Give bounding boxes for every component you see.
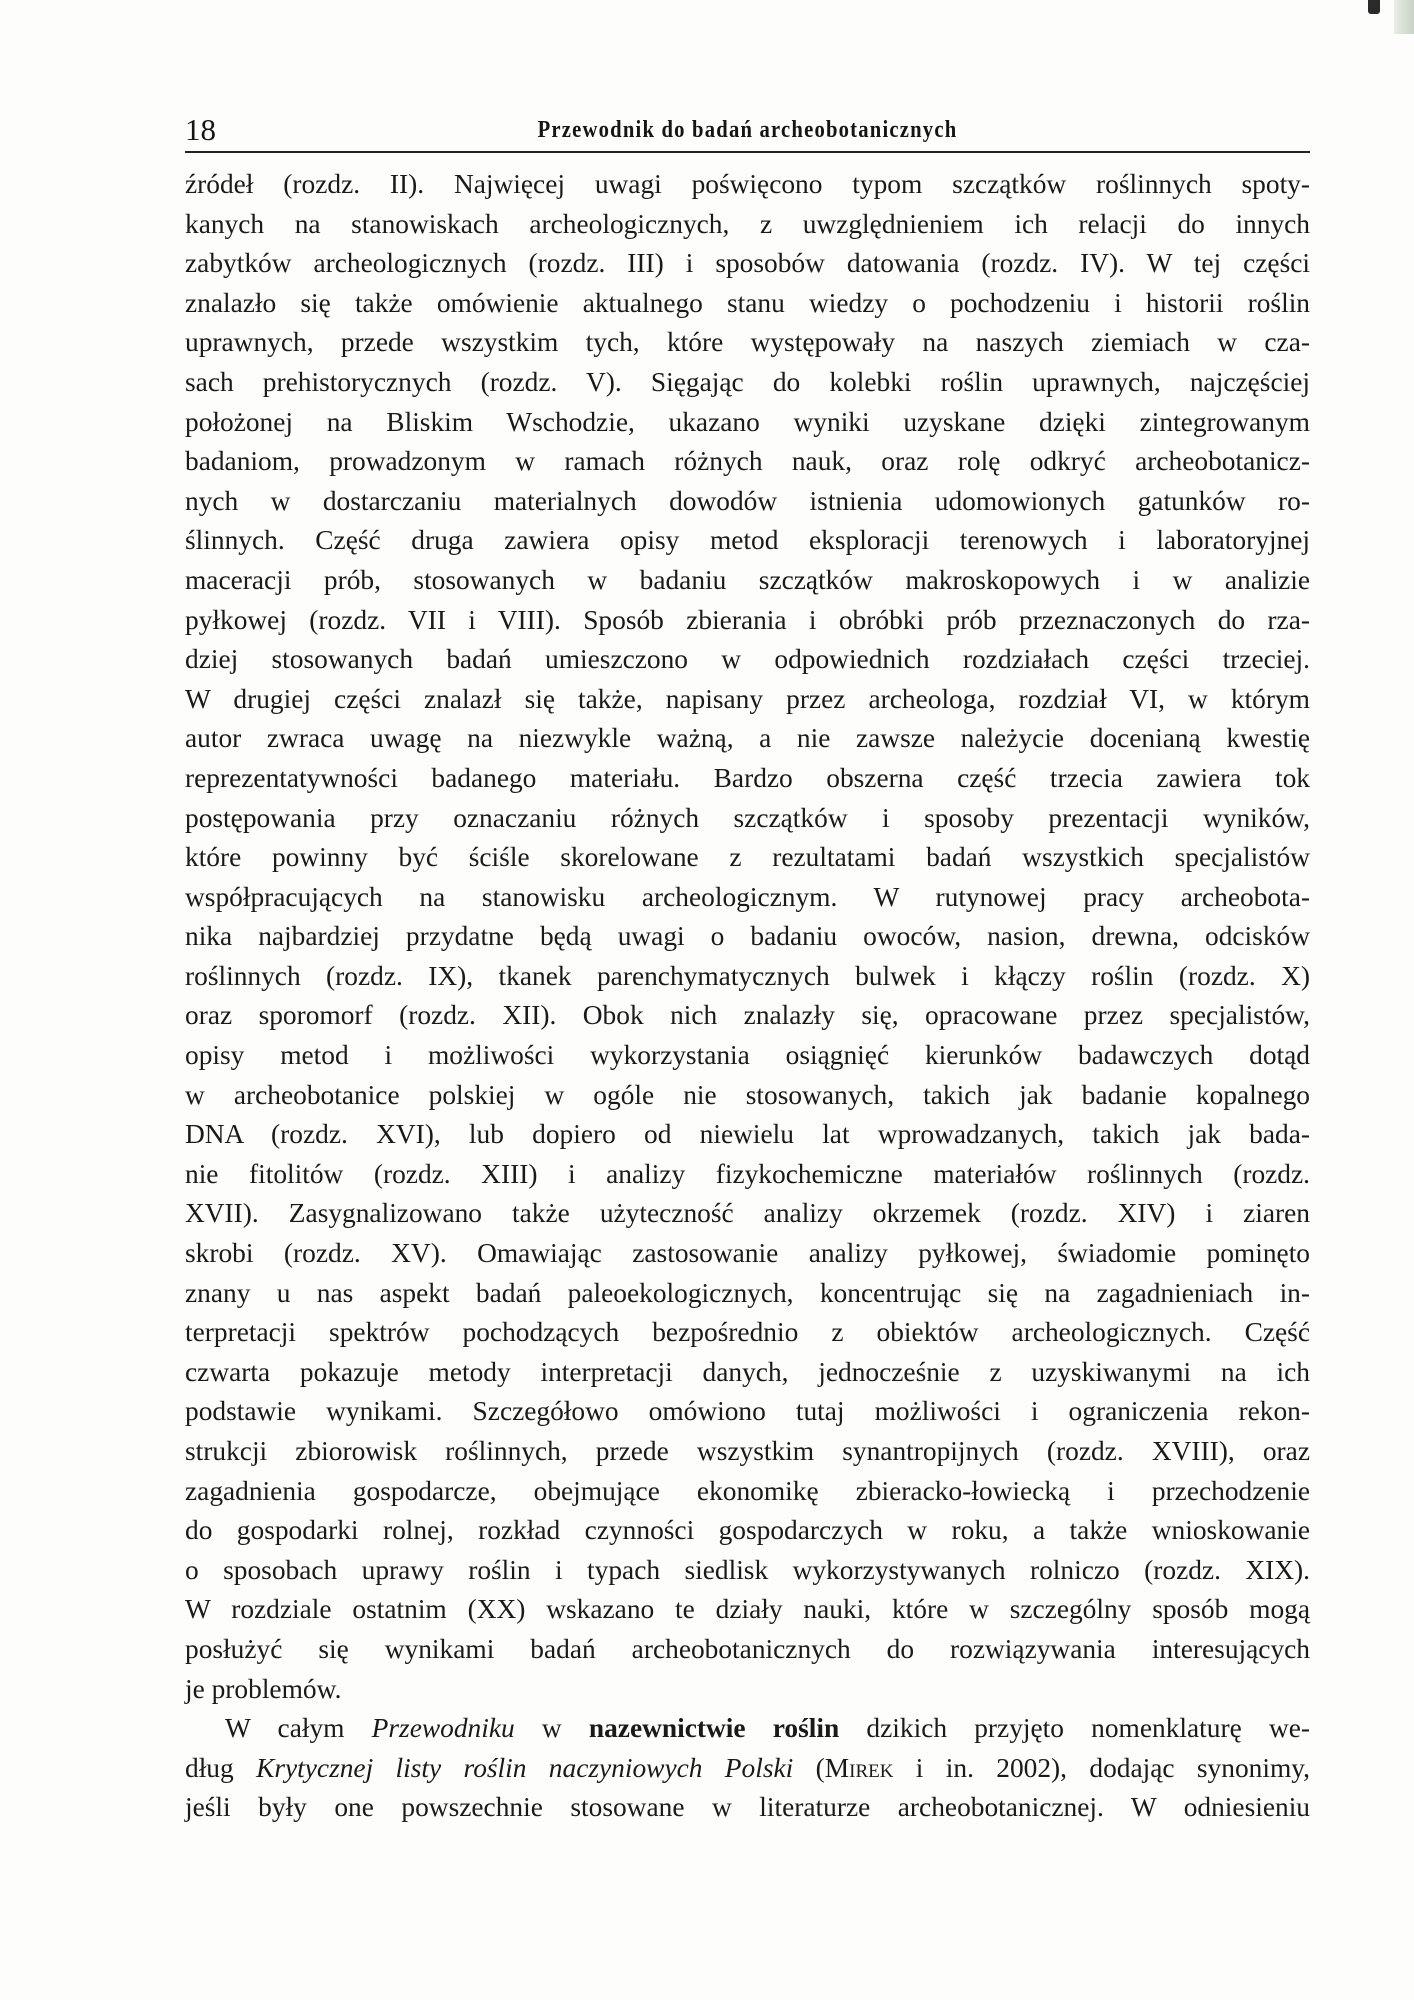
scan-artifact-mark (1368, 0, 1380, 14)
text-line: współpracujących na stanowisku archeologicznym. W rutynowej pracy archeobota- (185, 881, 1310, 912)
text-line: W rozdziale ostatnim (XX) wskazano te działy nauki, które w szczególny sposób mogą (185, 1594, 1310, 1625)
text-line: kanych na stanowiskach archeologicznych, z uwzględnieniem ich relacji do innych (185, 208, 1310, 239)
text-line: terpretacji spektrów pochodzących bezpośrednio z obiektów archeologicznych. Część (185, 1317, 1310, 1348)
running-head (185, 110, 1310, 150)
text-line: XVII). Zasygnalizowano także użyteczność analizy okrzemek (rozdz. XIV) i ziaren (185, 1198, 1310, 1229)
text-line: reprezentatywności badanego materiału. Bardzo obszerna część trzecia zawiera tok (185, 762, 1310, 793)
reference-title-italic: Krytycznej listy roślin naczyniowych Polski (256, 1752, 794, 1783)
text-line: oraz sporomorf (rozdz. XII). Obok nich znalazły się, opracowane przez specjalistów, (185, 1000, 1310, 1031)
text-line (185, 1709, 1310, 1749)
text-line: pyłkowej (rozdz. VII i VIII). Sposób zbierania i obróbki prób przeznaczonych do rza- (185, 604, 1310, 635)
book-title-italic: Przewodniku (371, 1713, 515, 1744)
text-line: źródeł (rozdz. II). Najwięcej uwagi poświęcono typom szczątków roślinnych spoty- (185, 169, 1310, 199)
text-line: nika najbardziej przydatne będą uwagi o badaniu owoców, nasion, drewna, odcisków (185, 921, 1310, 952)
text-line: o sposobach uprawy roślin i typach siedlisk wykorzystywanych rolniczo (rozdz. XIX). (185, 1554, 1310, 1585)
text-line: dziej stosowanych badań umieszczono w odpowiednich rozdziałach części trzeciej. (185, 644, 1310, 675)
bold-term: nazewnictwie roślin (588, 1713, 840, 1744)
text-run: dzikich przyjęto nomenklaturę we- (839, 1713, 1311, 1744)
text-line: W drugiej części znalazł się także, napisany przez archeologa, rozdział VI, w którym (185, 683, 1310, 714)
text-line: do gospodarki rolnej, rozkład czynności gospodarczych w roku, a także wnioskowanie (185, 1515, 1310, 1546)
text-line: jeśli były one powszechnie stosowane w literaturze archeobotanicznej. W odniesieniu (185, 1792, 1310, 1823)
text-line: czwarta pokazuje metody interpretacji danych, jednocześnie z uzyskiwanymi na ich (185, 1356, 1310, 1387)
text-line: sach prehistorycznych (rozdz. V). Sięgając do kolebki roślin uprawnych, najczęściej (185, 366, 1310, 397)
running-title: Przewodnik do badań archeobotanicznych (537, 117, 958, 143)
text-line: w archeobotanice polskiej w ogóle nie stosowanych, takich jak badanie kopalnego (185, 1079, 1310, 1110)
text-line: badaniom, prowadzonym w ramach różnych nauk, oraz rolę odkryć archeobotanicz- (185, 446, 1310, 477)
text-line: uprawnych, przede wszystkim tych, które występowały na naszych ziemiach w cza- (185, 327, 1310, 358)
text-line: je problemów. (185, 1673, 342, 1704)
text-line: znany u nas aspekt badań paleoekologicznych, koncentrując się na zagadnieniach in- (185, 1277, 1310, 1308)
text-line (185, 1749, 1310, 1789)
text-line: zagadnienia gospodarcze, obejmujące ekonomikę zbieracko-łowiecką i przechodzenie (185, 1475, 1310, 1506)
paragraph-1 (185, 165, 1310, 1709)
body-text (185, 165, 1310, 1828)
text-line: autor zwraca uwagę na niezwykle ważną, a nie zawsze należycie docenianą kwestię (185, 723, 1310, 754)
text-line: skrobi (rozdz. XV). Omawiając zastosowanie analizy pyłkowej, świadomie pominęto (185, 1238, 1310, 1269)
text-line: ślinnych. Część druga zawiera opisy metod eksploracji terenowych i laboratoryjnej (185, 525, 1310, 556)
text-line: położonej na Bliskim Wschodzie, ukazano wyniki uzyskane dzięki zintegrowanym (185, 406, 1310, 437)
text-line: roślinnych (rozdz. IX), tkanek parenchymatycznych bulwek i kłączy roślin (rozdz. X) (185, 960, 1310, 991)
text-line: DNA (rozdz. XVI), lub dopiero od niewielu lat wprowadzanych, takich jak bada- (185, 1119, 1310, 1150)
text-line: maceracji prób, stosowanych w badaniu szczątków makroskopowych i w analizie (185, 564, 1310, 595)
text-run: W całym (225, 1713, 372, 1744)
header-rule (185, 151, 1310, 153)
text-run: w (514, 1713, 589, 1744)
text-run: ( (793, 1752, 825, 1783)
text-run: dług (185, 1752, 257, 1783)
text-line: opisy metod i możliwości wykorzystania osiągnięć kierunków badawczych dotąd (185, 1040, 1310, 1071)
text-line: zabytków archeologicznych (rozdz. III) i sposobów datowania (rozdz. IV). W tej części (185, 248, 1310, 279)
text-line: posłużyć się wynikami badań archeobotanicznych do rozwiązywania interesujących (185, 1633, 1310, 1664)
text-line: które powinny być ściśle skorelowane z rezultatami badań wszystkich specjalistów (185, 842, 1310, 873)
text-line: strukcji zbiorowisk roślinnych, przede wszystkim synantropijnych (rozdz. XVIII), oraz (185, 1436, 1310, 1466)
paragraph-2 (185, 1709, 1310, 1828)
text-line: podstawie wynikami. Szczegółowo omówiono tutaj możliwości i ograniczenia rekon- (185, 1396, 1310, 1427)
text-line: nie fitolitów (rozdz. XIII) i analizy fizykochemiczne materiałów roślinnych (rozdz. (185, 1158, 1310, 1189)
text-line: postępowania przy oznaczaniu różnych szczątków i sposoby prezentacji wyników, (185, 802, 1310, 833)
text-run: i in. 2002), dodając synonimy, (893, 1752, 1311, 1783)
scan-artifact-edge (1394, 0, 1414, 34)
text-line: nych w dostarczaniu materialnych dowodów istnienia udomowionych gatunków ro- (185, 485, 1310, 516)
text-line: znalazło się także omówienie aktualnego stanu wiedzy o pochodzeniu i historii roślin (185, 287, 1310, 318)
page-number: 18 (185, 112, 216, 147)
author-smallcaps: Mirek (824, 1752, 894, 1783)
